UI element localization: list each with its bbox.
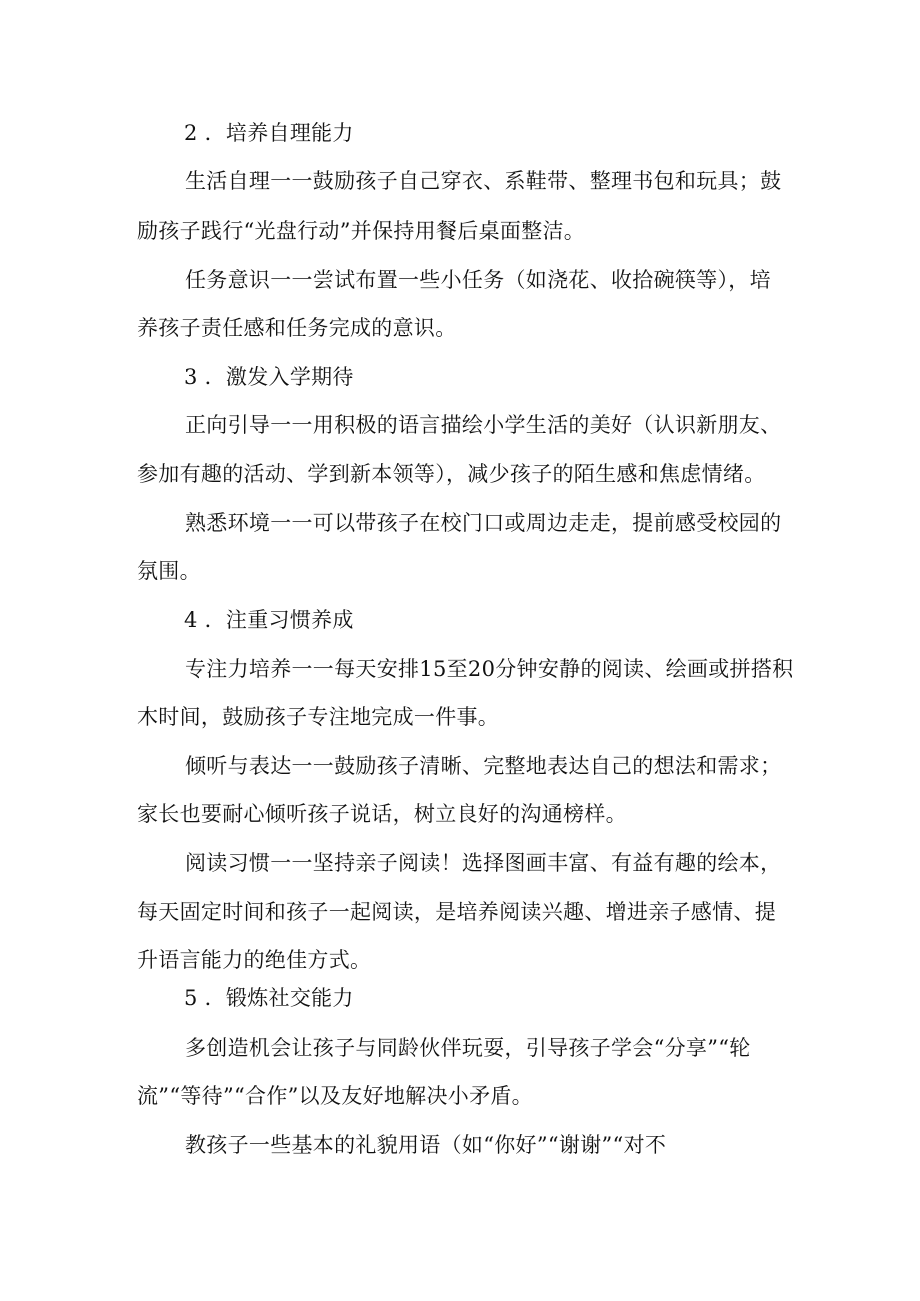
paragraph-line: 流”“等待”“合作”以及友好地解决小矛盾。 <box>137 1084 533 1108</box>
section-heading-4: 4 ．注重习惯养成 <box>184 608 354 632</box>
paragraph-line: 阅读习惯一一坚持亲子阅读！选择图画丰富、有益有趣的绘本， <box>185 851 782 875</box>
paragraph-line: 专注力培养一一每天安排15至20分钟安静的阅读、绘画或拼搭积 <box>185 657 794 681</box>
paragraph-line: 正向引导一一用积极的语言描绘小学生活的美好（认识新朋友、 <box>185 413 782 437</box>
paragraph-line: 家长也要耐心倾听孩子说话，树立良好的沟通榜样。 <box>137 802 627 826</box>
paragraph-line: 教孩子一些基本的礼貌用语（如“你好”“谢谢”“对不 <box>185 1133 667 1157</box>
paragraph-line: 多创造机会让孩子与同龄伙伴玩耍，引导孩子学会“分享”“轮 <box>185 1036 751 1060</box>
section-heading-3: 3 ．激发入学期待 <box>184 365 354 389</box>
paragraph-line: 励孩子践行“光盘行动”并保持用餐后桌面整洁。 <box>137 219 586 243</box>
paragraph-line: 倾听与表达一一鼓励孩子清晰、完整地表达自己的想法和需求； <box>185 754 782 778</box>
paragraph-line: 升语言能力的绝佳方式。 <box>137 948 372 972</box>
paragraph-line: 熟悉环境一一可以带孩子在校门口或周边走走，提前感受校园的 <box>185 511 782 535</box>
paragraph-line: 每天固定时间和孩子一起阅读，是培养阅读兴趣、增进亲子感情、提 <box>137 900 776 924</box>
paragraph-line: 木时间，鼓励孩子专注地完成一件事。 <box>137 705 500 729</box>
section-heading-5: 5 ．锻炼社交能力 <box>184 986 354 1010</box>
paragraph-line: 任务意识一一尝试布置一些小任务（如浇花、收拾碗筷等），培 <box>185 268 771 292</box>
section-heading-2: 2 ．培养自理能力 <box>184 121 354 145</box>
paragraph-line: 氛围。 <box>137 559 201 583</box>
paragraph-line: 参加有趣的活动、学到新本领等），减少孩子的陌生感和焦虑情绪。 <box>137 462 766 486</box>
paragraph-line: 养孩子责任感和任务完成的意识。 <box>137 316 457 340</box>
paragraph-line: 生活自理一一鼓励孩子自己穿衣、系鞋带、整理书包和玩具；鼓 <box>185 169 782 193</box>
